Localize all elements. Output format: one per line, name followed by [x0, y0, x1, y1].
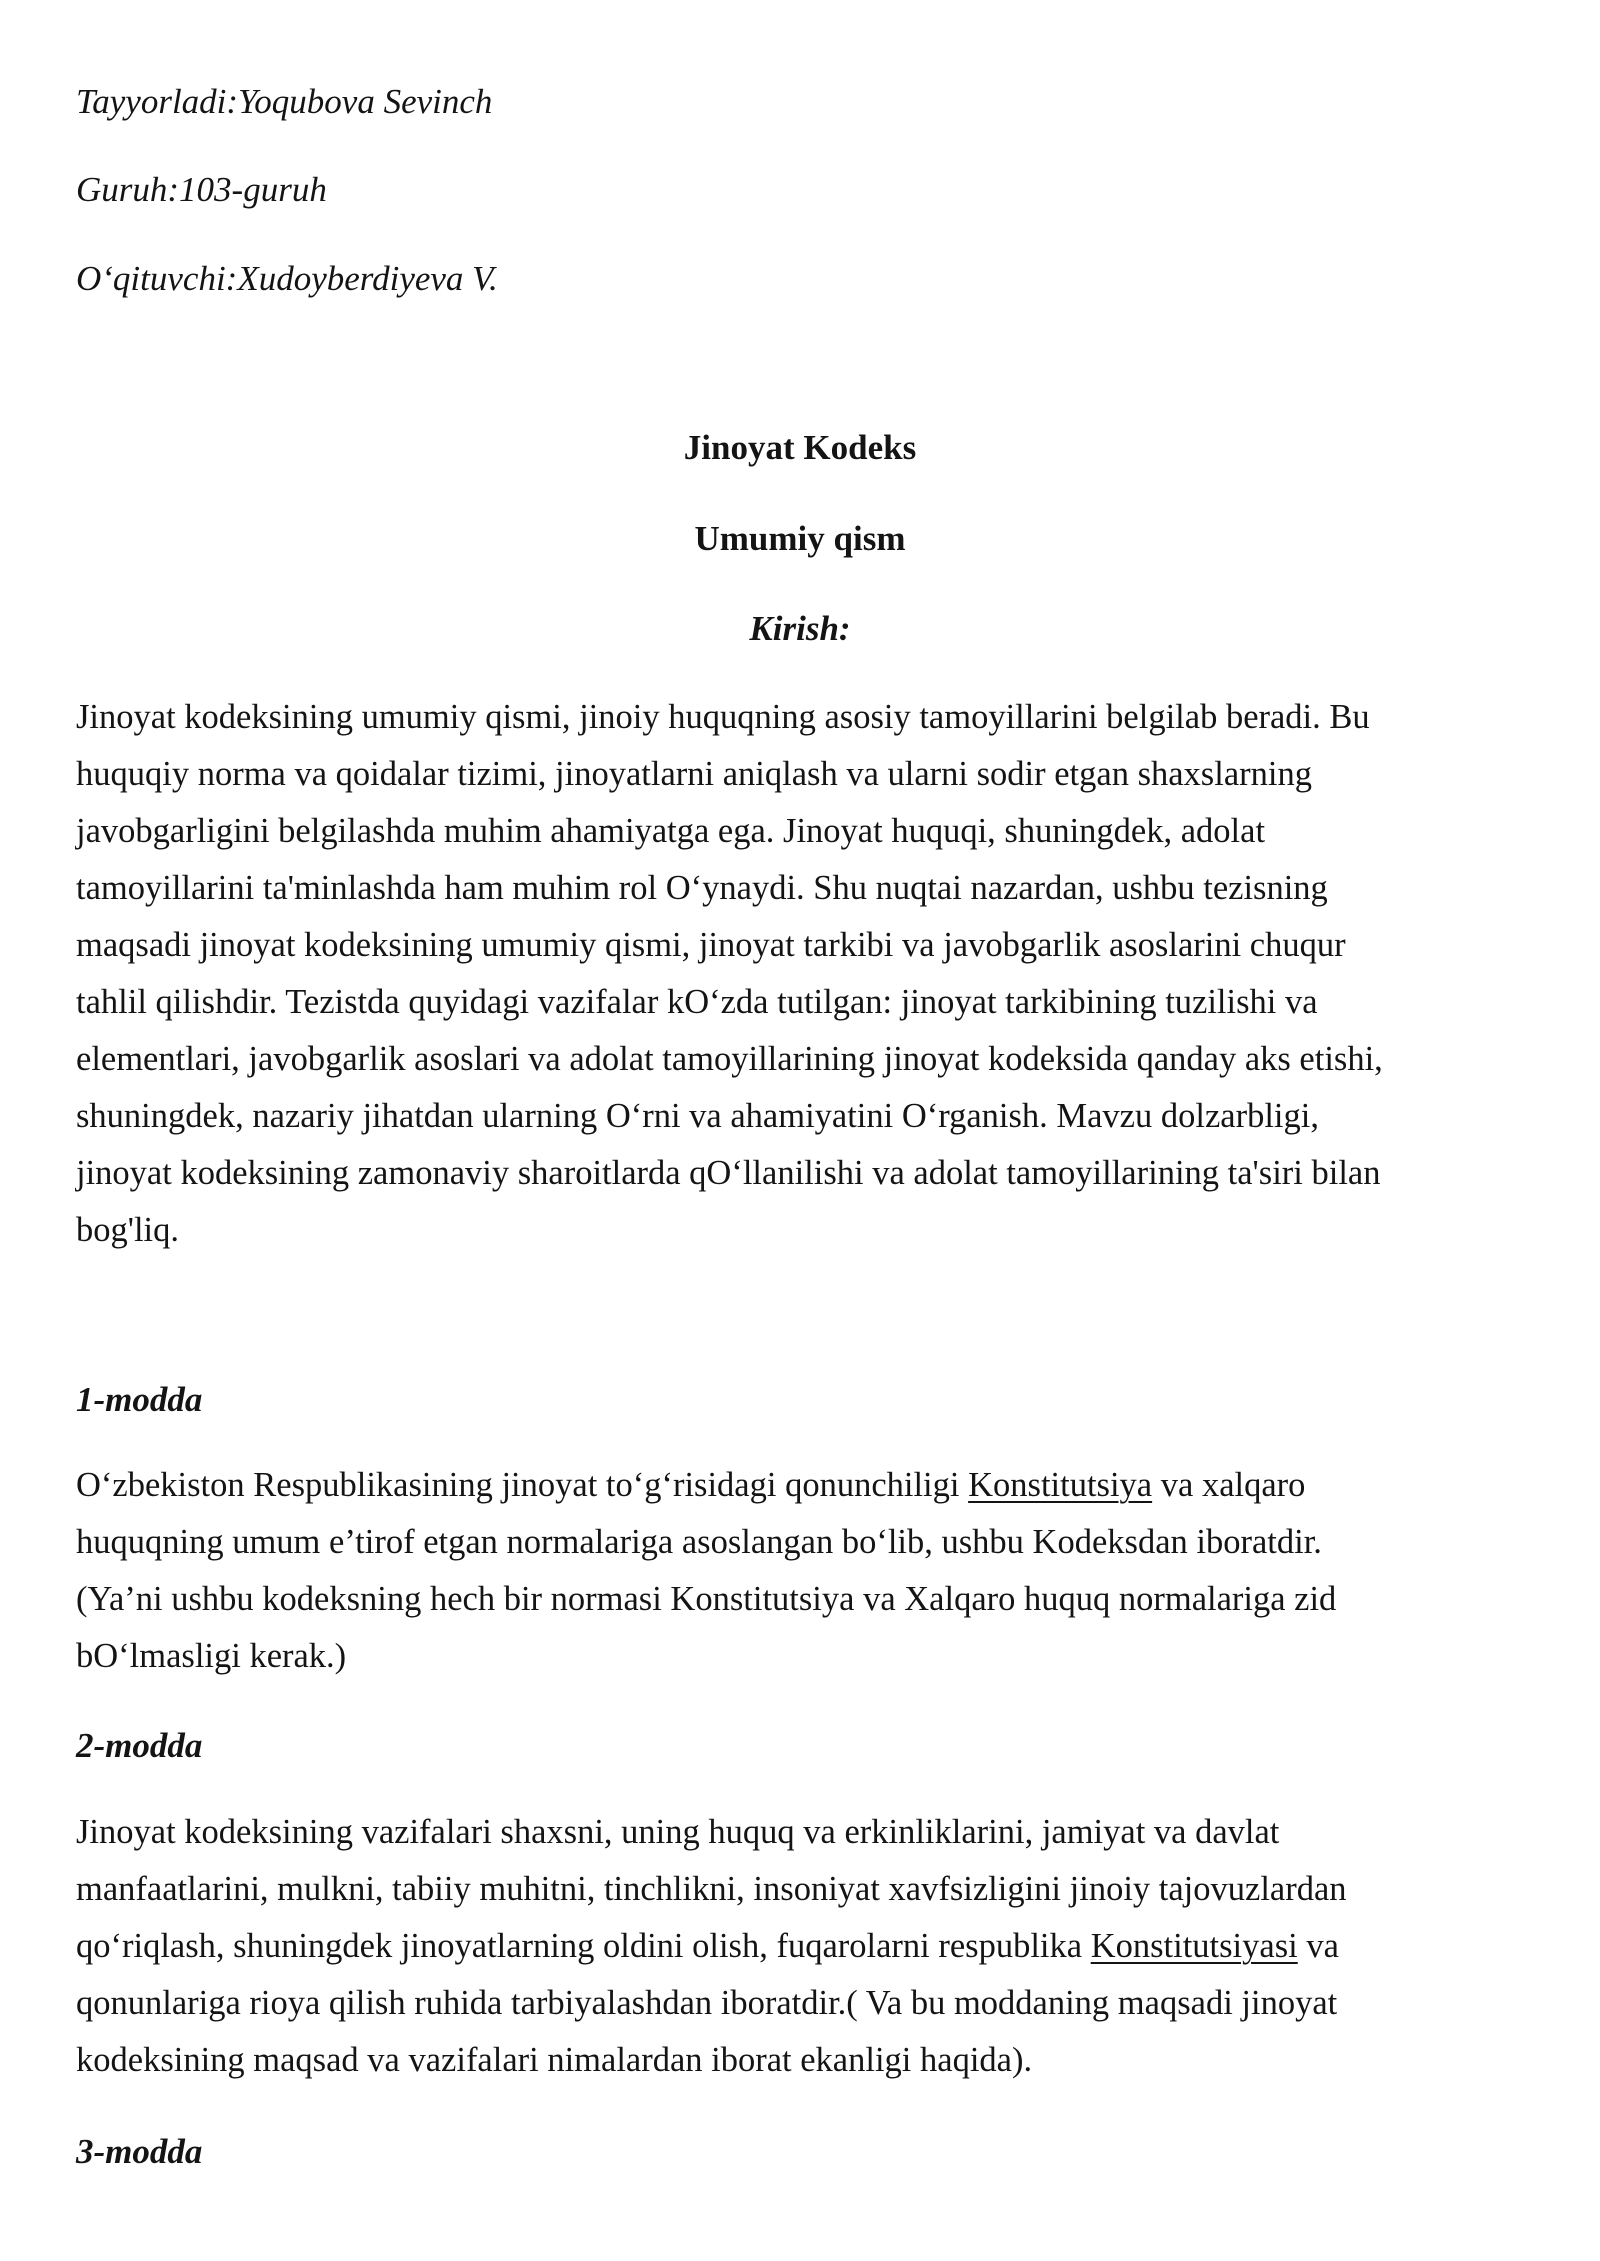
intro-line: jinoyat kodeksining zamonaviy sharoitlarda qO‘llanilishi va adolat tamoyillarining ta'siri bilan: [76, 1154, 1381, 1192]
article-1-line: (Ya’ni ushbu kodeksning hech bir normasi Konstitutsiya va Xalqaro huquq normalariga zid: [76, 1580, 1337, 1618]
intro-line: shuningdek, nazariy jihatdan ularning O‘rni va ahamiyatini O‘rganish. Mavzu dolzarbligi,: [76, 1097, 1319, 1135]
intro-line: tamoyillarini ta'minlashda ham muhim rol O‘ynaydi. Shu nuqtai nazardan, ushbu tezisning: [76, 869, 1328, 907]
intro-line: javobgarligini belgilashda muhim ahamiyatga ega. Jinoyat huquqi, shuningdek, adolat: [76, 812, 1266, 850]
article-1-line: [76, 1457, 1526, 1514]
document-subtitle: Umumiy qism: [694, 519, 906, 558]
teacher-line: O‘qituvchi:Xudoyberdiyeva V.: [76, 259, 498, 298]
intro-line: maqsadi jinoyat kodeksining umumiy qismi, jinoyat tarkibi va javobgarlik asoslarini chuqur: [76, 926, 1346, 964]
text-segment: O‘zbekiston Respublikasining jinoyat to‘g‘risidagi qonunchiligi: [76, 1466, 969, 1504]
prepared-by-line: Tayyorladi:Yoqubova Sevinch: [76, 82, 493, 121]
intro-line: tahlil qilishdir. Tezistda quyidagi vazifalar kO‘zda tutilgan: jinoyat tarkibining tuzilishi va: [76, 983, 1318, 1021]
text-segment: qo‘riqlash, shuningdek jinoyatlarning oldini olish, fuqarolarni respublika: [76, 1927, 1091, 1965]
intro-line: huquqiy norma va qoidalar tizimi, jinoyatlarni aniqlash va ularni sodir etgan shaxslarning: [76, 755, 1312, 793]
article-2-line: Jinoyat kodeksining vazifalari shaxsni, uning huquq va erkinliklarini, jamiyat va davlat: [76, 1813, 1280, 1851]
intro-line: elementlari, javobgarlik asoslari va adolat tamoyillarining jinoyat kodeksida qanday aks etishi,: [76, 1040, 1383, 1078]
article-1-text: [76, 1457, 1526, 1685]
text-segment: va xalqaro: [1152, 1466, 1306, 1504]
article-2-line: manfaatlarini, mulkni, tabiiy muhitni, tinchlikni, insoniyat xavfsizligini jinoiy tajovuzlardan: [76, 1870, 1347, 1908]
article-2-line: qonunlariga rioya qilish ruhida tarbiyalashdan iboratdir.( Va bu moddaning maqsadi jinoyat: [76, 1984, 1338, 2022]
group-line: Guruh:103-guruh: [76, 170, 327, 209]
konstitutsiyasi-link[interactable]: Konstitutsiyasi: [1090, 1927, 1298, 1965]
konstitutsiya-link[interactable]: Konstitutsiya: [968, 1466, 1153, 1504]
article-2-line: [76, 1918, 1526, 1975]
article-2-text: [76, 1804, 1526, 2089]
intro-line: Jinoyat kodeksining umumiy qismi, jinoiy huquqning asosiy tamoyillarini belgilab beradi. Bu: [76, 698, 1370, 736]
article-1-line: huquqning umum e’tirof etgan normalariga asoslangan bo‘lib, ushbu Kodeksdan iboratdir.: [76, 1523, 1322, 1561]
text-segment: va: [1297, 1927, 1339, 1965]
article-3-title: 3-modda: [76, 2132, 203, 2171]
article-1-line: bO‘lmasligi kerak.): [76, 1637, 347, 1675]
section-heading-kirish: Kirish:: [749, 609, 851, 648]
document-title: Jinoyat Kodeks: [683, 428, 917, 467]
article-1-title: 1-modda: [76, 1380, 203, 1419]
article-2-title: 2-modda: [76, 1726, 203, 1765]
article-2-line: kodeksining maqsad va vazifalari nimalardan iborat ekanligi haqida).: [76, 2041, 1033, 2079]
intro-line: bog'liq.: [76, 1211, 180, 1249]
intro-paragraph: [76, 689, 1526, 1259]
